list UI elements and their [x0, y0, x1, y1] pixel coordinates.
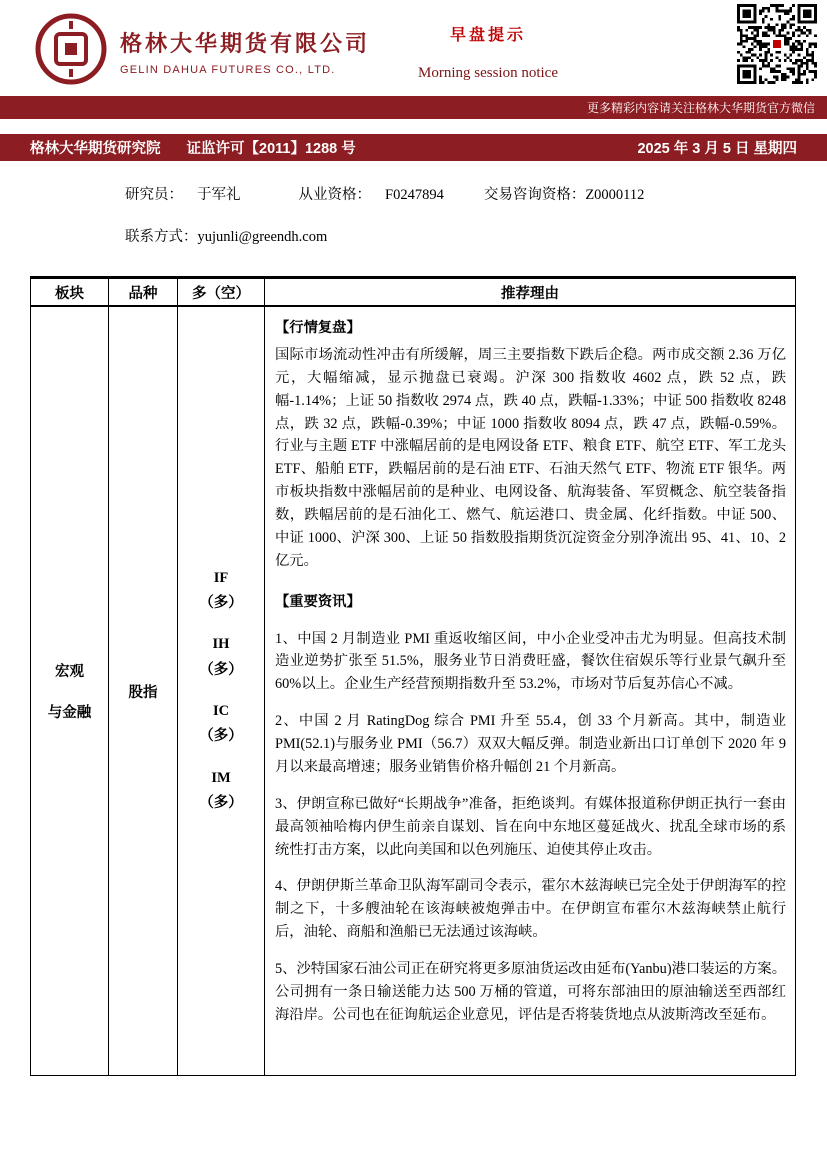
- news-item-4: 4、伊朗伊斯兰革命卫队海军副司令表示，霍尔木兹海峡已完全处于伊朗海军的控制之下，十多艘油轮在该海峡被炮弹击中。在伊朗宣布霍尔木兹海峡禁止航行后，油轮、商船和渔船已无法通过该海峡。: [275, 878, 786, 941]
- sector-cell: [31, 306, 109, 1076]
- notice-title-en: Morning session notice: [418, 65, 558, 81]
- company-logo-block: [34, 12, 370, 91]
- company-logo-icon: [34, 12, 108, 91]
- position-if: IF （多）: [199, 569, 243, 611]
- notice-title-cn: 早盘提示: [449, 27, 526, 44]
- page-header: [0, 0, 827, 96]
- news-item-3: 3、伊朗宣称已做好“长期战争”准备，拒绝谈判。有媒体报道称伊朗正执行一套由最高领袖哈梅内伊生前亲自谋划、旨在向中东地区蔓延战火、扰乱全球市场的系统性打击方案，以此向美国和以色列施压、迫使其停止攻击。: [275, 795, 786, 858]
- researcher-block: [125, 183, 827, 246]
- sector-line-1: 宏观: [55, 664, 84, 680]
- cert-number: F0247894: [385, 187, 444, 203]
- header-reason: 推荐理由: [265, 278, 796, 307]
- contact-email-link[interactable]: yujunli@greendh.com: [197, 229, 328, 245]
- position-cell: [178, 306, 265, 1076]
- company-name-en: GELIN DAHUA FUTURES CO., LTD.: [120, 64, 336, 76]
- report-date: 2025 年 3 月 5 日 星期四: [637, 141, 797, 157]
- researcher-role-label: 研究员：: [125, 187, 183, 203]
- header-variety: 品种: [109, 278, 178, 307]
- news-item-5: 5、沙特国家石油公司正在研究将更多原油货运改由延布(Yanbu)港口装运的方案。公司拥有一条日输送能力达 500 万桶的管道，可将东部油田的原油输送至西部红海沿岸。公司也在征询航运企业意见，评估是否将装货地点从波斯湾改至延布。: [275, 961, 786, 1023]
- position-im: IM （多）: [199, 769, 243, 812]
- qr-caption: 更多精彩内容请关注格林大华期货官方微信: [586, 101, 815, 115]
- news-section-title: 【重要资讯】: [275, 593, 361, 610]
- news-item-1: 1、中国 2 月制造业 PMI 重返收缩区间，中小企业受冲击尤为明显。但高技术制造业逆势扩张至 51.5%，服务业节日消费旺盛，餐饮住宿娱乐等行业景气飙升至 60%以上。企业生产经营预期指数升至 53.2%，市场对节后复苏信心不减。: [275, 630, 786, 693]
- advisory-number: Z0000112: [585, 187, 645, 203]
- sector-line-2: 与金融: [47, 705, 92, 721]
- institute-name: 格林大华期货研究院: [30, 141, 161, 157]
- table-header-row: [31, 278, 796, 307]
- company-name-cn: 格林大华期货有限公司: [120, 31, 371, 56]
- advisory-label: 交易咨询资格：: [483, 187, 586, 203]
- license-number: 证监许可【2011】1288 号: [186, 141, 356, 157]
- recap-section-title: 【行情复盘】: [275, 320, 361, 336]
- meta-bar: [0, 134, 827, 161]
- position-ih: IH （多）: [199, 636, 243, 678]
- reason-cell: [265, 306, 796, 1076]
- position-ic: IC （多）: [199, 703, 243, 745]
- table-row: [31, 306, 796, 1076]
- news-item-2: 2、中国 2 月 RatingDog 综合 PMI 升至 55.4，创 33 个月新高。其中，制造业 PMI(52.1)与服务业 PMI（56.7）双双大幅反弹。制造业新出口订单创下 2020 年 9 月以来最高增速；服务业销售价格升幅创 21 个月新高。: [275, 713, 786, 775]
- header-position: 多（空）: [178, 278, 265, 307]
- qr-caption-bar: [0, 96, 827, 119]
- contact-label: 联系方式：: [125, 229, 198, 245]
- researcher-name: 于军礼: [197, 187, 241, 203]
- notice-title-block: [398, 22, 578, 82]
- variety-cell: 股指: [109, 306, 178, 1076]
- recommendation-table: [30, 276, 796, 1076]
- recap-body: 国际市场流动性冲击有所缓解，周三主要指数下跌后企稳。两市成交额 2.36 万亿元，大幅缩减，显示抛盘已衰竭。沪深 300 指数收 4602 点，跌 52 点，跌幅-1.14%；上证 50 指数收 2974 点，跌 40 点，跌幅-1.33%；中证 500 指数收 8248 点，跌 32 点，跌幅-0.39%；中证 1000 指数收 8094 点，跌 47 点，跌幅-0.59%。行业与主题 ETF 中涨幅居前的是电网设备 ETF、粮食 ETF、航空 ETF、军工龙头 ETF、船舶 ETF，跌幅居前的是石油 ETF、石油天然气 ETF、物流 ETF 银华。两市板块指数中涨幅居前的是种业、电网设备、航海装备、军贸概念、航空装备指数，跌幅居前的是石油化工、燃气、航运港口、贵金属、化纤指数。中证 500、中证 1000、沪深 300、上证 50 指数股指期货沉淀资金分别净流出 95、41、10、2 亿元。: [275, 346, 786, 569]
- bar-gap: [0, 119, 827, 134]
- wechat-qr-code: [737, 4, 817, 84]
- cert-label: 从业资格：: [298, 187, 371, 203]
- header-sector: 板块: [31, 278, 109, 307]
